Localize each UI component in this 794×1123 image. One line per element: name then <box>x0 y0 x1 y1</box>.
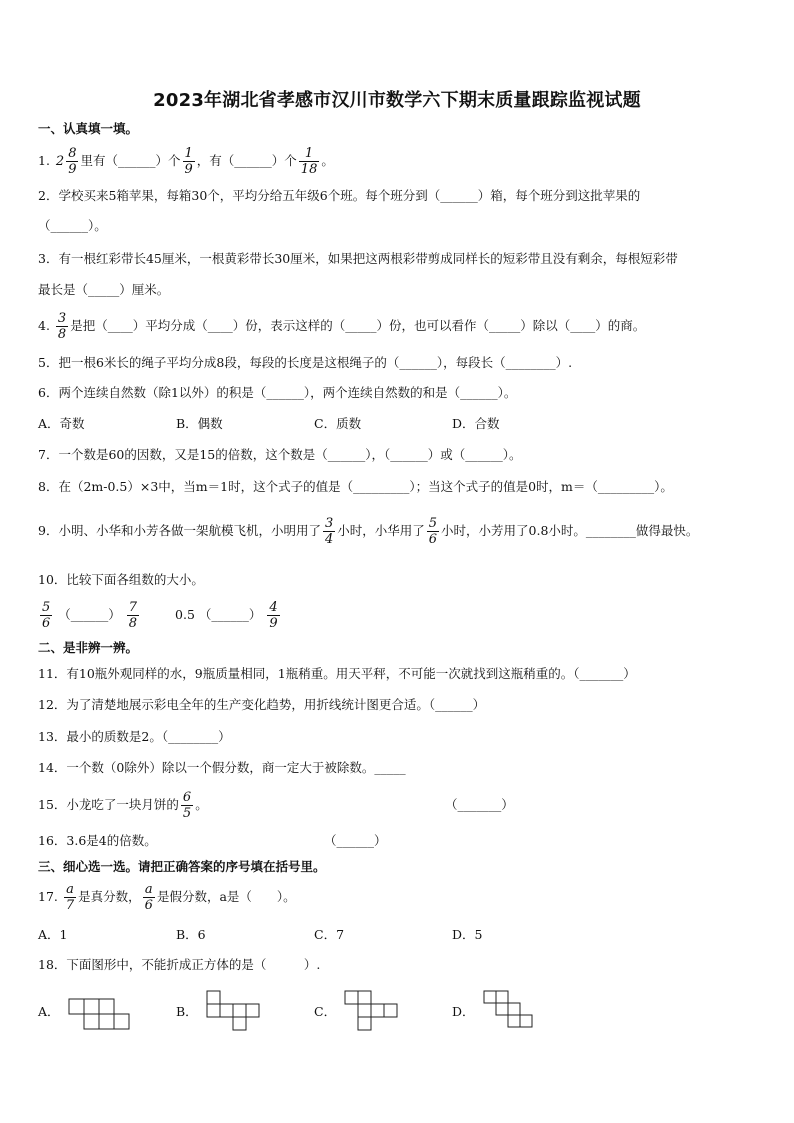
option-d: D． <box>452 990 590 1032</box>
cube-net-d-icon <box>483 990 535 1034</box>
question-13: 13．最小的质数是2。（________） <box>38 729 231 744</box>
question-10-comparisons: $\frac{5}{6}$ （______） $\frac{7}{8}$ 0.5 （______） $\frac{4}{9}$ <box>42 600 278 631</box>
option-a: A．奇数 <box>38 416 85 431</box>
question-16: 16．3.6是4的倍数。 （______） <box>38 833 387 848</box>
option-b: B． <box>176 990 314 1032</box>
fraction: $\frac{6}{5}$ <box>182 790 192 821</box>
question-15: 15．小龙吃了一块月饼的 $\frac{6}{5}$ 。 （_______） <box>38 790 514 821</box>
question-10: 10．比较下面各组数的大小。 <box>38 572 204 587</box>
page-title: 2023年湖北省孝感市汉川市数学六下期末质量跟踪监视试题 <box>153 90 641 111</box>
question-4: 4. $\frac{3}{8}$ 是把（____）平均分成（____）份，表示这样的（_____）份，也可以看作（_____）除以（____）的商。 <box>38 311 646 342</box>
fraction: $\frac{3}{8}$ <box>57 311 67 342</box>
fraction: $\frac{5}{6}$ <box>42 600 51 631</box>
section-1-heading: 一、认真填一填。 <box>38 121 139 136</box>
question-11: 11．有10瓶外观同样的水，9瓶质量相同，1瓶稍重。用天平秤，不可能一次就找到这瓶稍重的。（_______） <box>38 666 636 681</box>
option-b: B．偶数 <box>176 416 223 431</box>
option-a: A． <box>38 992 176 1034</box>
cube-net-b-icon <box>206 990 264 1034</box>
question-7: 7．一个数是60的因数，又是15的倍数，这个数是（______），（______）或（______）。 <box>38 447 522 462</box>
fraction: $\frac{8}{9}$ <box>68 146 77 177</box>
question-6-options <box>38 415 764 433</box>
question-12: 12．为了清楚地展示彩电全年的生产变化趋势，用折线统计图更合适。（______） <box>38 697 486 712</box>
option-a: A．1 <box>38 927 68 942</box>
fraction: $\frac{a}{6}$ <box>144 882 153 913</box>
question-2-line-1: 2．学校买来5箱苹果，每箱30个，平均分给五年级6个班。每个班分到（______）箱，每个班分到这批苹果的 <box>38 188 641 203</box>
question-14: 14．一个数（0除外）除以一个假分数，商一定大于被除数。_____ <box>38 760 406 775</box>
cube-net-a-icon <box>68 992 132 1032</box>
question-8: 8．在（2m-0.5）×3中，当m＝1时，这个式子的值是（_________）；当这个式子的值是0时，m＝（_________）。 <box>38 479 673 494</box>
option-d: D．合数 <box>452 416 500 431</box>
option-d: D．5 <box>452 927 483 942</box>
question-1: 1. 2 $\frac{8}{9}$ 里有（______）个 $\frac{1}{9}$ ，有（______）个 $\frac{1}{18}$ 。 <box>38 146 334 177</box>
question-6: 6．两个连续自然数（除1以外）的积是（______），两个连续自然数的和是（______）。 <box>38 385 517 400</box>
question-3-line-2: 最长是（_____）厘米。 <box>38 282 170 297</box>
question-18: 18．下面图形中，不能折成正方体的是（ ）. <box>38 957 321 972</box>
cube-net-c-icon <box>344 990 402 1034</box>
fraction: $\frac{1}{18}$ <box>300 146 318 177</box>
section-3-heading: 三、细心选一选。请把正确答案的序号填在括号里。 <box>38 859 326 874</box>
question-17-options <box>38 926 764 944</box>
fraction: $\frac{1}{9}$ <box>184 146 193 177</box>
option-c: C．7 <box>314 927 345 942</box>
question-3-line-1: 3．有一根红彩带长45厘米，一根黄彩带长30厘米，如果把这两根彩带剪成同样长的短彩带且没有剩余，每根短彩带 <box>38 251 678 266</box>
fraction: $\frac{3}{4}$ <box>324 516 334 547</box>
fraction: $\frac{a}{7}$ <box>65 882 75 913</box>
option-b: B．6 <box>176 927 206 942</box>
fraction: $\frac{7}{8}$ <box>128 600 138 631</box>
question-5: 5．把一根6米长的绳子平均分成8段，每段的长度是这根绳子的（______），每段长（________）. <box>38 355 573 370</box>
fraction: $\frac{5}{6}$ <box>428 516 438 547</box>
question-2-line-2: （______）。 <box>38 218 107 233</box>
option-c: C．质数 <box>314 416 362 431</box>
question-18-options <box>38 990 764 1032</box>
question-17: 17. $\frac{a}{7}$ 是真分数， $\frac{a}{6}$ 是假分数，a是（ ）。 <box>38 882 296 913</box>
section-2-heading: 二、是非辨一辨。 <box>38 640 139 655</box>
option-c: C． <box>314 990 452 1032</box>
question-9: 9．小明、小华和小芳各做一架航模飞机，小明用了 $\frac{3}{4}$ 小时，小华用了 $\frac{5}{6}$ 小时，小芳用了0.8小时。________做得最快。 <box>38 516 699 547</box>
fraction: $\frac{4}{9}$ <box>269 600 278 631</box>
